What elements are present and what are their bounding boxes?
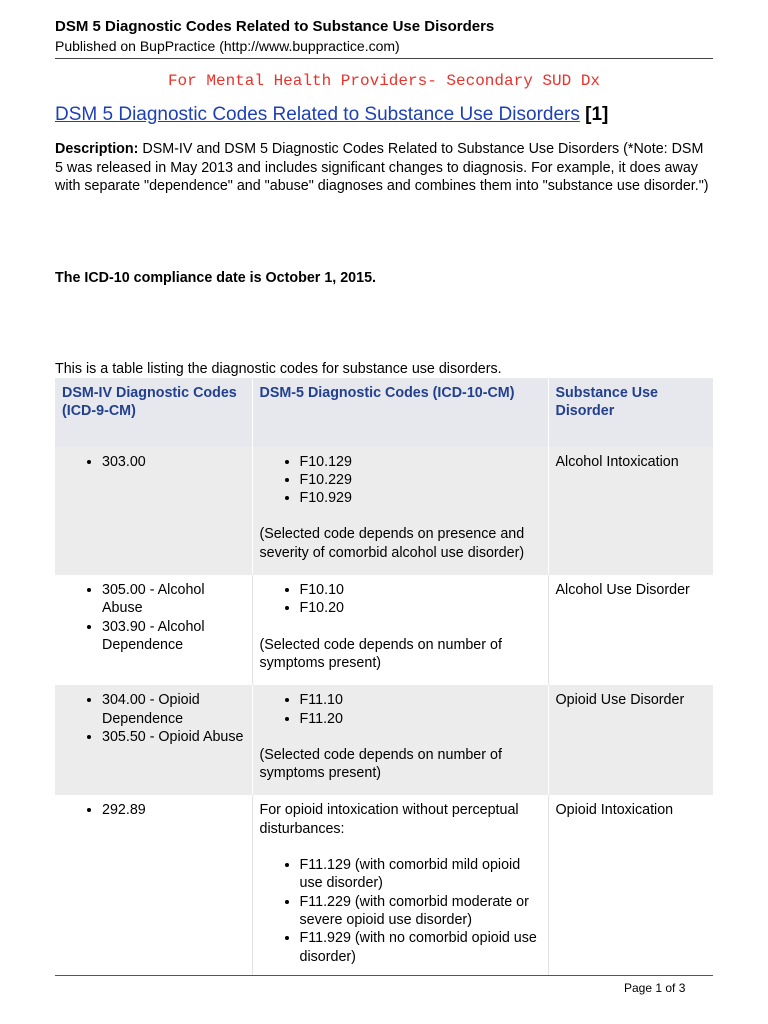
dsm5-code-list	[260, 856, 542, 966]
dsm4-cell	[55, 575, 252, 685]
list-item: • 303.90 - Alcohol Dependence	[102, 618, 246, 655]
list-item: • 292.89	[102, 801, 246, 819]
description-label: Description:	[55, 141, 139, 157]
column-header-dsm4: DSM-IV Diagnostic Codes (ICD-9-CM)	[55, 378, 252, 447]
table-intro: This is a table listing the diagnostic codes for substance use disorders.	[55, 361, 502, 377]
reference-marker: [1]	[585, 104, 609, 125]
icd-compliance-note: The ICD-10 compliance date is October 1, 2015.	[55, 270, 377, 286]
list-item: • 305.00 - Alcohol Abuse	[102, 581, 246, 618]
dsm5-code-list	[260, 581, 542, 618]
published-source: Published on BupPractice (http://www.buppractice.com)	[55, 38, 400, 54]
list-item: • F11.129 (with comorbid mild opioid use disorder)	[300, 856, 542, 893]
list-item: • 303.00	[102, 453, 246, 471]
dsm5-intro: For opioid intoxication without perceptual disturbances:	[259, 802, 519, 837]
dsm5-cell	[252, 447, 548, 575]
list-item: • F10.10	[300, 581, 542, 599]
dsm5-note: (Selected code depends on number of symptoms present)	[259, 636, 502, 671]
dsm4-code-list	[62, 581, 246, 654]
document-header	[55, 18, 713, 55]
column-header-disorder: Substance Use Disorder	[548, 378, 713, 447]
page-number: Page 1 of 3	[624, 981, 686, 995]
dsm5-cell	[252, 575, 548, 685]
list-item: • F10.229	[300, 471, 542, 489]
table-row	[55, 575, 713, 685]
list-item: • F10.129	[300, 453, 542, 471]
list-item: • F11.929 (with no comorbid opioid use disorder)	[300, 929, 542, 966]
dsm5-cell	[252, 685, 548, 795]
diagnostic-codes-table	[55, 378, 714, 976]
table-row	[55, 795, 713, 975]
dsm5-cell	[252, 795, 548, 975]
table-header-row	[55, 378, 713, 447]
dsm5-note: (Selected code depends on number of symptoms present)	[259, 746, 502, 782]
heading-link[interactable]: DSM 5 Diagnostic Codes Related to Substance Use Disorders	[55, 104, 580, 125]
disorder-cell: Opioid Intoxication	[548, 795, 713, 975]
dsm4-cell	[55, 795, 252, 975]
dsm4-code-list	[62, 453, 246, 471]
dsm5-code-list	[260, 691, 542, 728]
disorder-cell: Opioid Use Disorder	[548, 685, 713, 795]
audience-banner: For Mental Health Providers- Secondary SUD Dx	[167, 72, 601, 90]
table-row	[55, 447, 713, 575]
list-item: • 304.00 - Opioid Dependence	[102, 691, 246, 728]
list-item: • F10.929	[300, 489, 542, 507]
list-item: • F11.10	[300, 691, 542, 709]
table-row	[55, 685, 713, 795]
dsm5-note: (Selected code depends on presence and severity of comorbid alcohol use disorder)	[259, 526, 525, 561]
dsm4-code-list	[62, 801, 246, 819]
page-heading	[55, 103, 608, 127]
list-item: • F11.20	[300, 710, 542, 728]
description-text: DSM-IV and DSM 5 Diagnostic Codes Related to Substance Use Disorders (*Note: DSM 5 was released in May 2013 and includes significant changes to diagnosis. For example, it does away with separate "dependence" and "abuse" diagnoses and combines them into "substance use disorder.")	[55, 141, 709, 194]
list-item: • F10.20	[300, 599, 542, 617]
column-header-dsm5: DSM-5 Diagnostic Codes (ICD-10-CM)	[252, 378, 548, 447]
dsm4-cell	[55, 447, 252, 575]
dsm4-code-list	[62, 691, 246, 746]
disorder-cell: Alcohol Use Disorder	[548, 575, 713, 685]
description-paragraph	[55, 140, 713, 196]
disorder-cell: Alcohol Intoxication	[548, 447, 713, 575]
header-divider	[55, 58, 713, 59]
list-item: • F11.229 (with comorbid moderate or severe opioid use disorder)	[300, 893, 542, 930]
dsm5-code-list	[260, 453, 542, 508]
dsm4-cell	[55, 685, 252, 795]
document-title: DSM 5 Diagnostic Codes Related to Substance Use Disorders	[55, 18, 495, 35]
list-item: • 305.50 - Opioid Abuse	[102, 728, 246, 746]
